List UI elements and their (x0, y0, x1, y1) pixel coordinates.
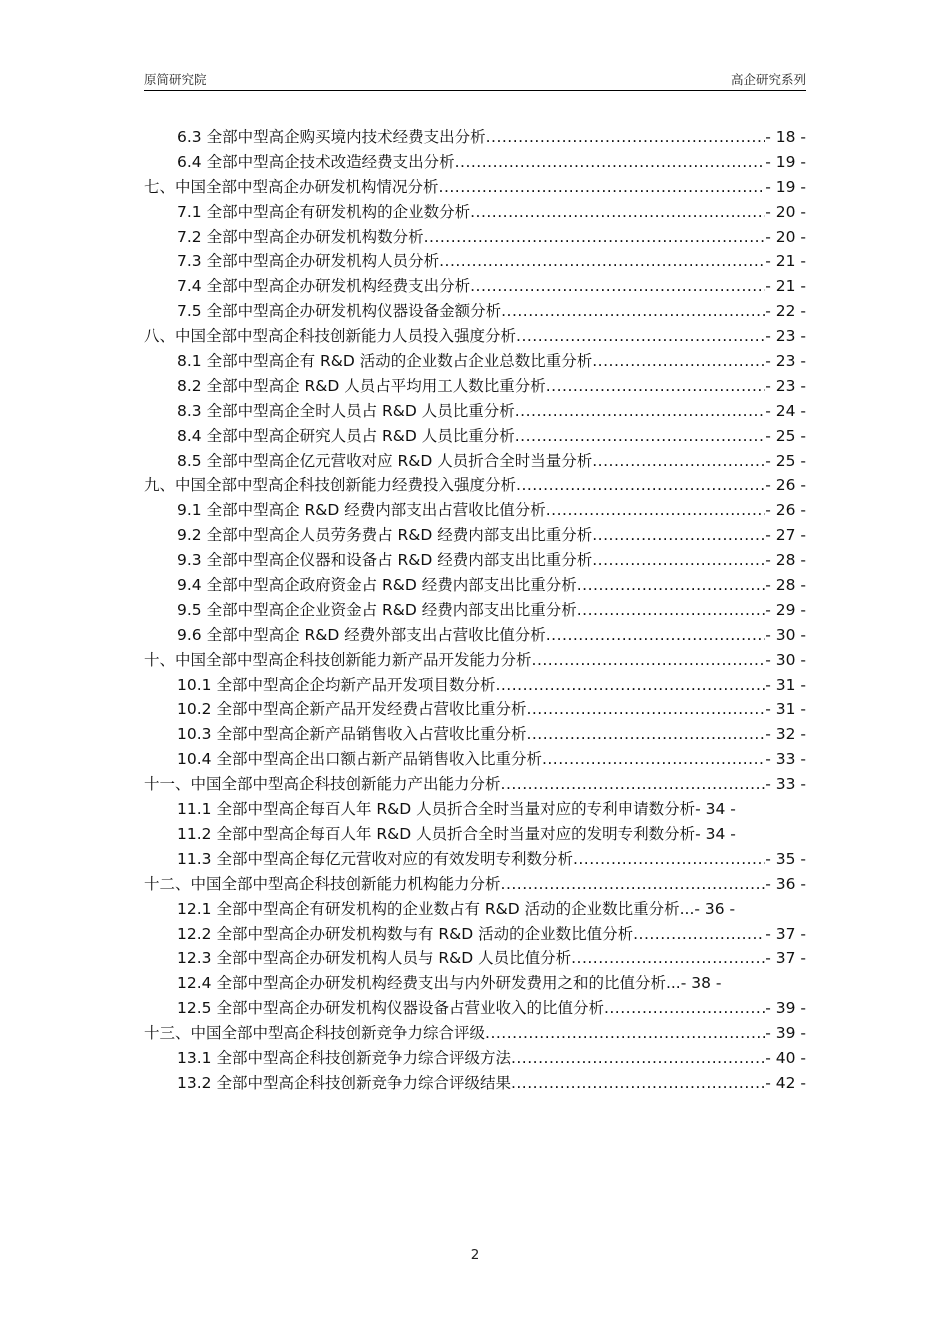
toc-dot-leader (516, 324, 765, 349)
toc-entry-page: - 33 - (765, 775, 806, 794)
toc-dot-leader (571, 946, 765, 971)
toc-entry-page: - 19 - (765, 177, 806, 196)
toc-entry-title: 9.3 全部中型高企仪器和设备占 R&D 经费内部支出比重分析 (177, 551, 593, 570)
toc-entry-page: - 39 - (765, 1024, 806, 1043)
toc-entry-page: - 31 - (765, 675, 806, 694)
toc-entry-title: 9.5 全部中型高企企业资金占 R&D 经费内部支出比重分析 (177, 600, 577, 619)
toc-entry-page: - 42 - (765, 1073, 806, 1092)
toc-entry[interactable] (144, 623, 806, 648)
toc-dot-leader (424, 225, 766, 250)
toc-entry[interactable] (144, 175, 806, 200)
toc-entry[interactable] (144, 274, 806, 299)
toc-entry[interactable] (144, 449, 806, 474)
toc-entry[interactable] (144, 548, 806, 573)
toc-entry-title: 11.2 全部中型高企每百人年 R&D 人员折合全时当量对应的发明专利数分析 (177, 824, 696, 843)
toc-entry-page: - 40 - (765, 1049, 806, 1068)
toc-entry-title: 七、中国全部中型高企办研发机构情况分析 (144, 177, 439, 196)
toc-entry-title: 八、中国全部中型高企科技创新能力人员投入强度分析 (144, 327, 517, 346)
toc-entry-title: 8.5 全部中型高企亿元营收对应 R&D 人员折合全时当量分析 (177, 451, 593, 470)
toc-entry-page: - 26 - (765, 501, 806, 520)
toc-entry-page: - 38 - (680, 974, 722, 993)
page-header (144, 68, 806, 91)
toc-entry[interactable] (144, 424, 806, 449)
toc-dot-leader (455, 150, 766, 175)
toc-entry[interactable] (144, 747, 806, 772)
toc-entry[interactable] (144, 673, 806, 698)
toc-entry[interactable] (144, 200, 806, 225)
toc-entry-page: - 28 - (765, 551, 806, 570)
toc-entry-title: 11.1 全部中型高企每百人年 R&D 人员折合全时当量对应的专利申请数分析 (177, 800, 696, 819)
toc-entry[interactable] (144, 971, 806, 996)
toc-entry-title: 10.4 全部中型高企出口额占新产品销售收入比重分析 (177, 750, 542, 769)
toc-dot-leader (577, 598, 766, 623)
toc-entry-title: 8.2 全部中型高企 R&D 人员占平均用工人数比重分析 (177, 376, 546, 395)
toc-entry[interactable] (144, 648, 806, 673)
toc-entry[interactable] (144, 249, 806, 274)
toc-entry-page: - 18 - (765, 128, 806, 146)
toc-entry[interactable] (144, 573, 806, 598)
toc-dot-leader (577, 573, 766, 598)
toc-dot-leader (470, 200, 765, 225)
toc-entry[interactable] (144, 722, 806, 747)
toc-entry[interactable] (144, 225, 806, 250)
toc-entry-page: - 36 - (694, 899, 736, 918)
toc-entry[interactable] (144, 299, 806, 324)
toc-entry[interactable] (144, 897, 806, 922)
header-right-text: 高企研究系列 (730, 72, 806, 87)
toc-entry-page: - 32 - (765, 725, 806, 744)
toc-entry-title: 十二、中国全部中型高企科技创新能力机构能力分析 (144, 874, 501, 893)
header-left-text: 原简研究院 (144, 72, 207, 87)
toc-entry-page: - 29 - (765, 600, 806, 619)
toc-dot-leader (439, 175, 766, 200)
toc-entry[interactable] (144, 349, 806, 374)
toc-dot-leader (542, 747, 765, 772)
toc-dot-leader (486, 125, 766, 150)
toc-entry-page: - 25 - (765, 451, 806, 470)
toc-dot-leader (495, 673, 765, 698)
toc-entry-title: 十一、中国全部中型高企科技创新能力产出能力分析 (144, 775, 501, 794)
toc-entry-page: - 37 - (765, 949, 806, 968)
toc-dot-leader (515, 424, 766, 449)
toc-entry[interactable] (144, 523, 806, 548)
toc-dot-leader (592, 548, 765, 573)
toc-entry-page: - 30 - (765, 650, 806, 669)
toc-dot-leader (532, 648, 766, 673)
toc-dot-leader (546, 498, 766, 523)
toc-entry-title: 12.1 全部中型高企有研发机构的企业数占有 R&D 活动的企业数比重分析... (177, 899, 695, 918)
toc-entry-page: - 20 - (765, 227, 806, 246)
toc-entry-title: 9.2 全部中型高企人员劳务费占 R&D 经费内部支出比重分析 (177, 526, 593, 545)
toc-entry[interactable] (144, 872, 806, 897)
toc-entry-page: - 19 - (765, 152, 806, 171)
toc-dot-leader (511, 1046, 765, 1071)
toc-entry-page: - 23 - (765, 327, 806, 346)
toc-entry-page: - 23 - (765, 352, 806, 371)
toc-dot-leader (633, 922, 765, 947)
toc-entry-page: - 26 - (765, 476, 806, 495)
toc-entry-page: - 21 - (765, 277, 806, 296)
toc-entry-title: 7.3 全部中型高企办研发机构人员分析 (177, 252, 440, 271)
toc-entry-page: - 20 - (765, 202, 806, 221)
toc-entry[interactable] (144, 1071, 806, 1096)
toc-entry-page: - 31 - (765, 700, 806, 719)
toc-entry-title: 10.3 全部中型高企新产品销售收入占营收比重分析 (177, 725, 527, 744)
toc-entry-title: 7.2 全部中型高企办研发机构数分析 (177, 227, 424, 246)
toc-dot-leader (604, 996, 765, 1021)
toc-entry[interactable] (144, 1046, 806, 1071)
toc-entry-page: - 24 - (765, 401, 806, 420)
toc-entry-title: 10.2 全部中型高企新产品开发经费占营收比重分析 (177, 700, 527, 719)
toc-entry[interactable] (144, 399, 806, 424)
toc-entry[interactable] (144, 150, 806, 175)
toc-entry-page: - 33 - (765, 750, 806, 769)
toc-entry-page: - 36 - (765, 874, 806, 893)
toc-entry[interactable] (144, 946, 806, 971)
toc-entry-title: 十、中国全部中型高企科技创新能力新产品开发能力分析 (144, 650, 532, 669)
toc-entry-title: 7.5 全部中型高企办研发机构仪器设备金额分析 (177, 302, 502, 321)
toc-entry[interactable] (144, 996, 806, 1021)
toc-entry[interactable] (144, 324, 806, 349)
toc-dot-leader (485, 1021, 765, 1046)
toc-entry-page: - 22 - (765, 302, 806, 321)
toc-entry-title: 6.4 全部中型高企技术改造经费支出分析 (177, 152, 455, 171)
table-of-contents (144, 125, 806, 1096)
toc-entry[interactable] (144, 598, 806, 623)
toc-entry-page: - 34 - (695, 800, 736, 819)
toc-entry-page: - 27 - (765, 526, 806, 545)
toc-entry-title: 8.1 全部中型高企有 R&D 活动的企业数占企业总数比重分析 (177, 352, 593, 371)
toc-dot-leader (501, 872, 766, 897)
toc-entry[interactable] (144, 797, 806, 822)
toc-entry-page: - 28 - (765, 576, 806, 595)
toc-entry[interactable] (144, 1021, 806, 1046)
toc-entry-title: 13.2 全部中型高企科技创新竞争力综合评级结果 (177, 1073, 511, 1092)
toc-entry-page: - 37 - (765, 924, 806, 943)
toc-entry-title: 11.3 全部中型高企每亿元营收对应的有效发明专利数分析 (177, 849, 573, 868)
toc-dot-leader (526, 722, 765, 747)
page-number: 2 (470, 1247, 480, 1263)
toc-entry-page: - 21 - (765, 252, 806, 271)
toc-entry-title: 九、中国全部中型高企科技创新能力经费投入强度分析 (144, 476, 517, 495)
toc-entry-title: 12.3 全部中型高企办研发机构人员与 R&D 人员比值分析 (177, 949, 572, 968)
toc-dot-leader (573, 847, 765, 872)
toc-entry-title: 9.1 全部中型高企 R&D 经费内部支出占营收比值分析 (177, 501, 546, 520)
toc-dot-leader (470, 274, 765, 299)
toc-entry[interactable] (144, 772, 806, 797)
toc-entry[interactable] (144, 822, 806, 847)
toc-dot-leader (515, 399, 766, 424)
toc-entry-title: 10.1 全部中型高企企均新产品开发项目数分析 (177, 675, 496, 694)
toc-entry[interactable] (144, 498, 806, 523)
toc-dot-leader (592, 523, 765, 548)
toc-entry-title: 7.4 全部中型高企办研发机构经费支出分析 (177, 277, 471, 296)
toc-entry[interactable] (144, 473, 806, 498)
toc-entry-title: 9.6 全部中型高企 R&D 经费外部支出占营收比值分析 (177, 625, 546, 644)
toc-dot-leader (526, 697, 765, 722)
toc-entry-title: 13.1 全部中型高企科技创新竞争力综合评级方法 (177, 1049, 511, 1068)
toc-dot-leader (501, 772, 766, 797)
toc-entry-title: 12.4 全部中型高企办研发机构经费支出与内外研发费用之和的比值分析... (177, 974, 681, 993)
toc-entry-page: - 39 - (765, 999, 806, 1018)
toc-entry-title: 12.5 全部中型高企办研发机构仪器设备占营业收入的比值分析 (177, 999, 604, 1018)
toc-dot-leader (501, 299, 765, 324)
toc-dot-leader (592, 349, 765, 374)
toc-dot-leader (592, 449, 765, 474)
toc-entry-page: - 34 - (695, 824, 736, 843)
toc-entry[interactable] (144, 125, 806, 150)
toc-dot-leader (546, 374, 766, 399)
toc-dot-leader (511, 1071, 765, 1096)
toc-entry-title: 6.3 全部中型高企购买境内技术经费支出分析 (177, 128, 486, 146)
toc-entry-title: 7.1 全部中型高企有研发机构的企业数分析 (177, 202, 471, 221)
toc-entry-title: 8.3 全部中型高企全时人员占 R&D 人员比重分析 (177, 401, 515, 420)
toc-dot-leader (546, 623, 766, 648)
toc-entry-page: - 35 - (765, 849, 806, 868)
toc-entry-page: - 30 - (765, 625, 806, 644)
toc-dot-leader (439, 249, 765, 274)
toc-entry[interactable] (144, 697, 806, 722)
toc-entry-title: 8.4 全部中型高企研究人员占 R&D 人员比重分析 (177, 426, 515, 445)
toc-entry-title: 9.4 全部中型高企政府资金占 R&D 经费内部支出比重分析 (177, 576, 577, 595)
toc-entry[interactable] (144, 374, 806, 399)
toc-entry-title: 12.2 全部中型高企办研发机构数与有 R&D 活动的企业数比值分析 (177, 924, 634, 943)
toc-entry-title: 十三、中国全部中型高企科技创新竞争力综合评级 (144, 1024, 486, 1043)
toc-entry[interactable] (144, 922, 806, 947)
toc-dot-leader (516, 473, 765, 498)
toc-entry-page: - 23 - (765, 376, 806, 395)
toc-entry-page: - 25 - (765, 426, 806, 445)
toc-entry[interactable] (144, 847, 806, 872)
